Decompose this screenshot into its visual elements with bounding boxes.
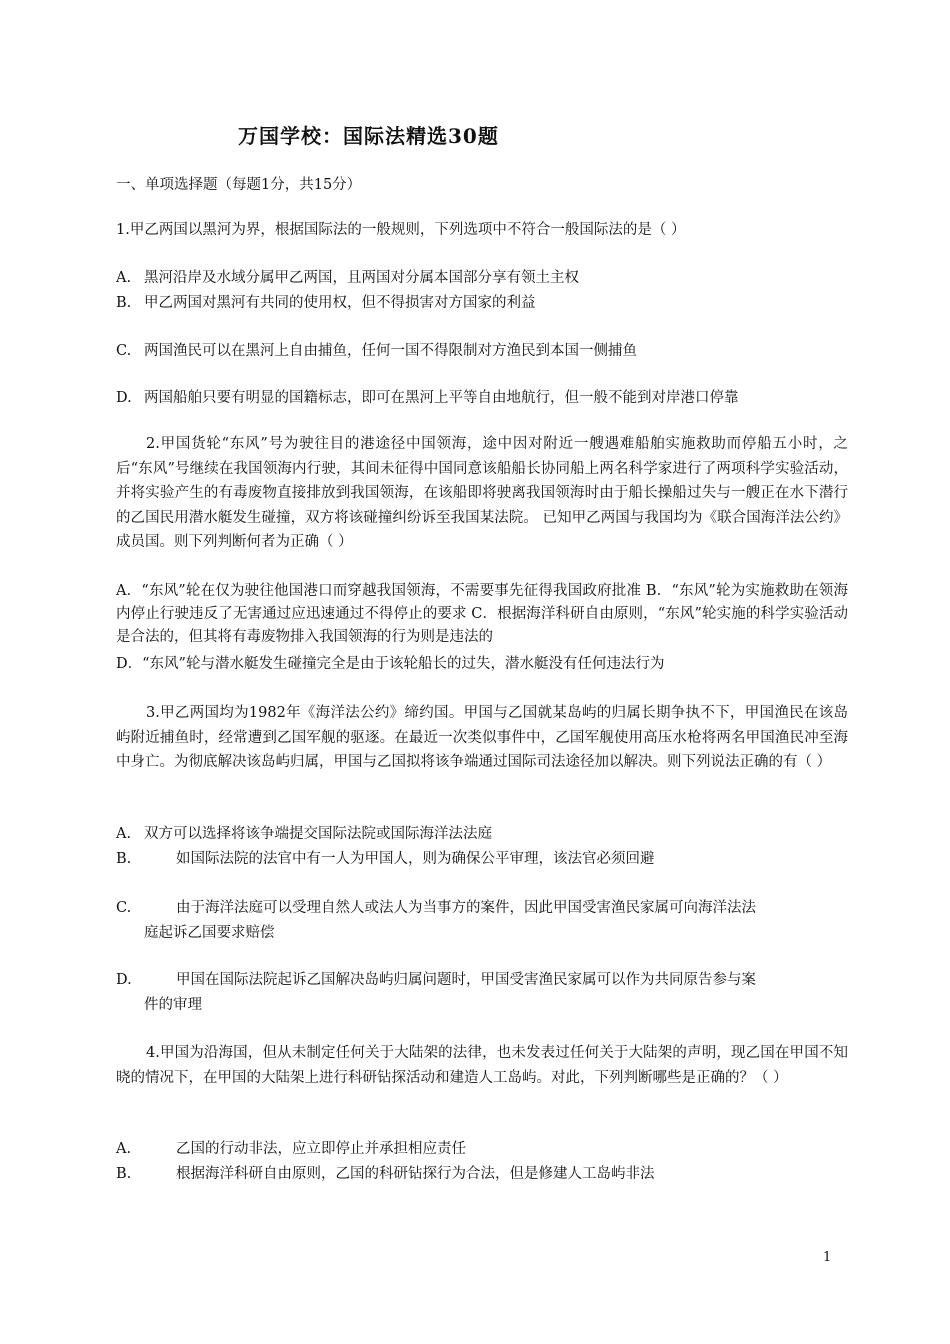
question-1-option-d [116, 386, 848, 411]
question-4-stem: 4.甲国为沿海国，但从未制定任何关于大陆架的法律，也未发表过任何关于大陆架的声明，现乙国在甲国不知晓的情况下，在甲国的大陆架上进行科研钻探活动和建造人工岛屿。对此，下列判断哪些是正确的？（ ） [116, 1045, 848, 1086]
question-3-option-a [116, 822, 848, 847]
option-letter: B. [116, 1166, 132, 1182]
option-letter: C. [116, 343, 132, 359]
option-letter: C. [116, 900, 132, 916]
question-2-option-d: D．“东风”轮与潜水艇发生碰撞完全是由于该轮船长的过失，潜水艇没有任何违法行为 [116, 656, 665, 672]
question-2-stem: 2.甲国货轮“东风”号为驶往目的港途径中国领海，途中因对附近一艘遇难船舶实施救助而停船五小时，之后“东风”号继续在我国领海内行驶，其间未征得中国同意该船船长协同船上两名科学家进行了两项科学实验活动，并将实验产生的有毒废物直接排放到我国领海，在该船即将驶离我国领海时由于船长操船过失与一艘正在水下潜行的乙国民用潜水艇发生碰撞，双方将该碰撞纠纷诉至我国某法院。 已知甲乙两国与我国均为《联合国海洋法公约》成员国。则下列判断何者为正确（ ） [116, 436, 848, 550]
question-1-option-c [116, 339, 848, 364]
option-text-line-1: 甲国在国际法院起诉乙国解决岛屿归属问题时，甲国受害渔民家属可以作为共同原告参与案 [176, 972, 756, 988]
option-text: 黑河沿岸及水域分属甲乙两国，且两国对分属本国部分享有领土主权 [144, 270, 579, 286]
page-title: 万国学校：国际法精选30题 [238, 124, 499, 148]
question-3-stem: 3.甲乙两国均为1982年《海洋法公约》缔约国。甲国与乙国就某岛屿的归属长期争执不下，甲国渔民在该岛屿附近捕鱼时，经常遭到乙国军舰的驱逐。在最近一次类似事件中，乙国军舰使用高压水枪将两名甲国渔民冲至海中身亡。为彻底解决该岛屿归属，甲国与乙国拟将该争端通过国际司法途径加以解决。则下列说法正确的有（ ） [116, 705, 848, 770]
option-letter: A. [116, 1141, 132, 1157]
question-4-option-a [116, 1137, 848, 1162]
question-3-option-c [116, 896, 848, 946]
question-1-option-b [116, 291, 848, 316]
question-4-option-b [116, 1162, 848, 1187]
option-letter: B. [116, 295, 132, 311]
option-text-line-2: 件的审理 [144, 997, 202, 1013]
option-text: 双方可以选择将该争端提交国际法院或国际海洋法法庭 [144, 826, 492, 842]
option-text-line-2: 庭起诉乙国要求赔偿 [144, 925, 275, 941]
question-3-option-d [116, 968, 848, 1018]
option-text: 两国渔民可以在黑河上自由捕鱼，任何一国不得限制对方渔民到本国一侧捕鱼 [144, 343, 637, 359]
page-number: 1 [823, 1250, 832, 1265]
option-letter: A. [116, 270, 132, 286]
option-text: 乙国的行动非法，应立即停止并承担相应责任 [176, 1141, 466, 1157]
question-2-options-abc: A．“东风”轮在仅为驶往他国港口而穿越我国领海，不需要事先征得我国政府批准 B．“东风”轮为实施救助在领海内停止行驶违反了无害通过应迅速通过不得停止的要求 C．根据海洋科研自由原则，“东风”轮实施的科学实验活动是合法的，但其将有毒废物排入我国领海的行为则是违法的 [116, 583, 848, 645]
question-1-option-a [116, 266, 848, 291]
section-heading: 一、单项选择题（每题1分，共15分） [116, 177, 362, 193]
question-1-stem: 1.甲乙两国以黑河为界，根据国际法的一般规则，下列选项中不符合一般国际法的是（ ） [116, 222, 686, 238]
option-text: 如国际法院的法官中有一人为甲国人，则为确保公平审理，该法官必须回避 [176, 851, 655, 867]
option-text: 根据海洋科研自由原则，乙国的科研钻探行为合法，但是修建人工岛屿非法 [176, 1166, 655, 1182]
option-text: 甲乙两国对黑河有共同的使用权，但不得损害对方国家的利益 [144, 295, 536, 311]
question-3-option-b [116, 847, 848, 872]
option-letter: D. [116, 390, 132, 406]
option-text-line-1: 由于海洋法庭可以受理自然人或法人为当事方的案件，因此甲国受害渔民家属可向海洋法法 [176, 900, 756, 916]
option-letter: A. [116, 826, 132, 842]
option-letter: B. [116, 851, 132, 867]
option-text: 两国船舶只要有明显的国籍标志，即可在黑河上平等自由地航行，但一般不能到对岸港口停靠 [144, 390, 739, 406]
option-letter: D. [116, 972, 132, 988]
